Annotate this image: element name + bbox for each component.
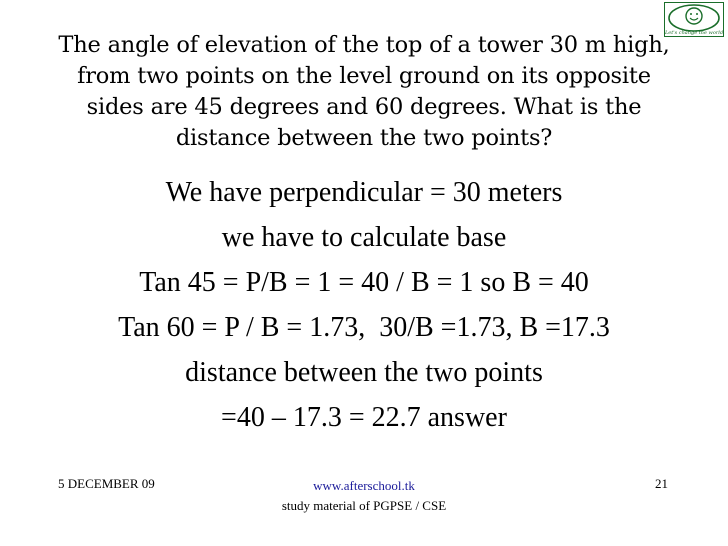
footer-date: 5 DECEMBER 09 xyxy=(58,476,155,491)
footer-subtitle: study material of PGPSE / CSE xyxy=(281,498,447,513)
answer-line: distance between the two points xyxy=(185,357,543,388)
answer-line: Tan 60 = P / B = 1.73, 30/B =1.73, B =17.3 xyxy=(118,312,610,343)
answer-line: =40 – 17.3 = 22.7 answer xyxy=(221,402,507,433)
answer-block xyxy=(40,170,688,440)
page-number: 21 xyxy=(655,476,668,491)
footer-center xyxy=(234,476,494,516)
logo-text: Let's change the world xyxy=(664,30,724,36)
answer-line: we have to calculate base xyxy=(221,222,507,253)
footer-url-link[interactable]: www.afterschool.tk xyxy=(313,478,415,493)
smiley-face-icon xyxy=(664,2,724,37)
answer-line: Tan 45 = P/B = 1 = 40 / B = 1 so B = 40 xyxy=(139,267,589,298)
answer-line: We have perpendicular = 30 meters xyxy=(165,177,563,208)
afterschool-logo xyxy=(664,2,724,37)
question-text: The angle of elevation of the top of a tower 30 m high, from two points on the level ground on its opposite sides are 45 degrees and 60 degrees. What is the distance between the two points? xyxy=(58,32,670,151)
